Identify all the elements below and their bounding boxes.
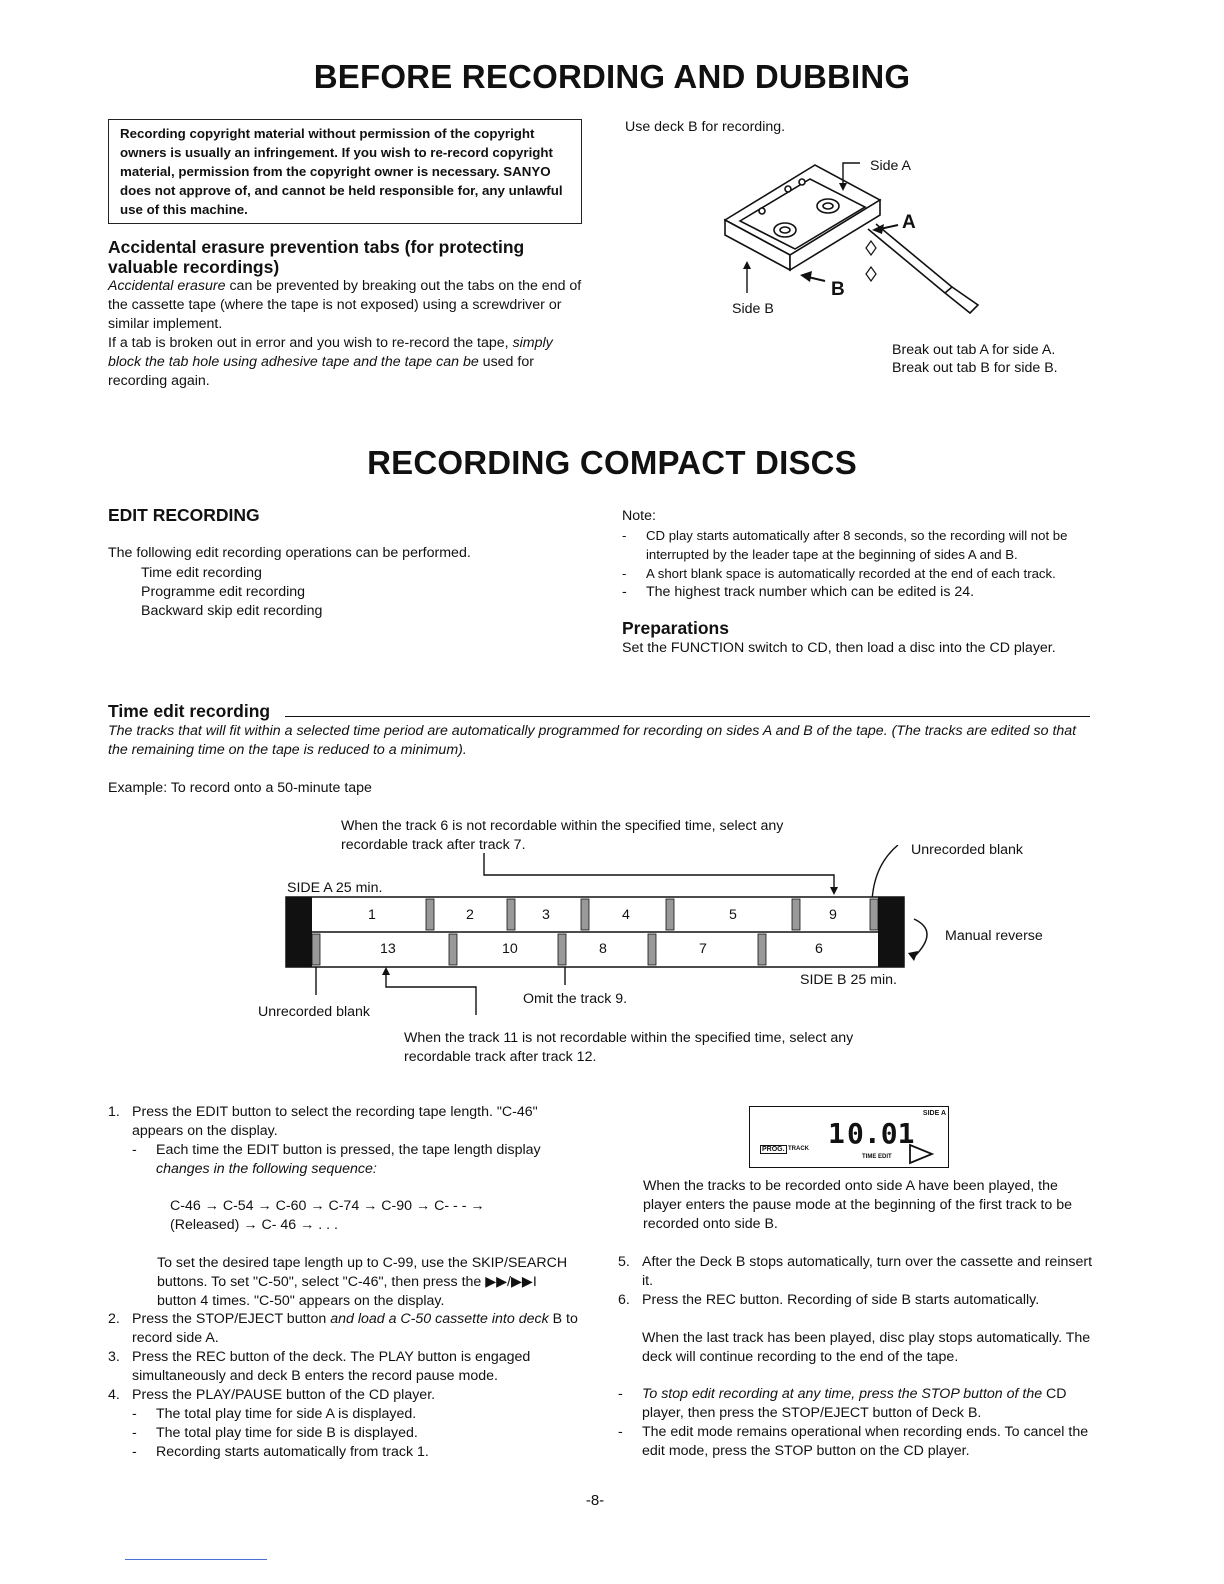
broken-tab-b — [866, 267, 876, 281]
tabs-p1-italic: Accidental erasure — [108, 278, 226, 294]
remain-note: - The edit mode remains operational when recording ends. To cancel the edit mode, press the STOP button on the CD player. — [618, 1424, 1089, 1459]
edit-item-time: Time edit recording — [141, 565, 262, 581]
unrecorded-blank-top: Unrecorded blank — [911, 842, 1023, 858]
note-item: - A short blank space is automatically recorded at the end of each track. — [622, 566, 1056, 581]
track-a-label: 5 — [729, 907, 737, 923]
step-4: 4. Press the PLAY/PAUSE button of the CD player. - The total play time for side A is displayed. - The total play time for side B is displayed. - Recording starts automatically from track 1. — [108, 1386, 582, 1462]
edit-item-backward: Backward skip edit recording — [141, 603, 323, 619]
side-a-25-label: SIDE A 25 min. — [287, 880, 383, 896]
track-a-label: 3 — [542, 907, 550, 923]
stop-note-rest: CD player, then press the STOP/EJECT button of Deck B. — [642, 1386, 1067, 1421]
page-title-before-recording: BEFORE RECORDING AND DUBBING — [313, 58, 911, 95]
connector-top-arrow — [830, 887, 838, 895]
steps-left — [108, 1103, 582, 1179]
tabs-p2-b: used for recording again. — [108, 354, 534, 389]
display-track-number: 1 — [828, 1117, 845, 1150]
note-item-text: CD play starts automatically after 8 seconds, so the recording will not be interrupted by the leader tape at the beginning of sides A and B. — [646, 528, 1068, 562]
tab-a-label: A — [902, 212, 916, 233]
screwdriver — [868, 224, 978, 313]
track-a-label: 4 — [622, 907, 630, 923]
track-b-label: 13 — [380, 941, 396, 957]
tabs-heading: Accidental erasure prevention tabs (for protecting valuable recordings) — [108, 237, 525, 277]
step-2: 2. Press the STOP/EJECT button and load a C-50 cassette into deck B to record side A. — [108, 1311, 578, 1346]
last-track-note: When the last track has been played, disc play stops automatically. The deck will continue recording to the end of the tape. — [642, 1330, 1091, 1365]
note-item-text: A short blank space is automatically recorded at the end of each track. — [646, 566, 1056, 581]
copyright-notice-text: Recording copyright material without permission of the copyright owners is usually an infringement. If you wish to re-record copyright material, permission from the copyright owner is necessary. SANYO does not approve of, and cannot be held responsible for, any unlawful use of this machine. — [120, 126, 563, 217]
track-b-label: 6 — [815, 941, 823, 957]
tab-b-label: B — [831, 279, 845, 300]
unrecorded-top-leader — [872, 845, 898, 901]
step-1-sub-b: changes in the following sequence: — [156, 1161, 377, 1177]
side-b-label: Side B — [732, 301, 774, 317]
step-4-sub-text: The total play time for side B is displayed. — [156, 1425, 418, 1441]
page-title-recording-cds: RECORDING COMPACT DISCS — [367, 444, 857, 481]
step-6-text: Press the REC button. Recording of side B starts automatically. — [642, 1292, 1040, 1308]
time-edit-desc-text: The tracks that will fit within a selected time period are automatically programmed for recording on sides A and B of the tape. (The tracks are edited so that the remaining time on the tape is reduced to a minimum). — [108, 723, 1077, 758]
caption-tab-a: Break out tab A for side A. — [892, 342, 1056, 358]
use-deck-b-note: Use deck B for recording. — [625, 119, 786, 135]
step-2-italic: and load a C-50 cassette into deck — [330, 1311, 549, 1327]
display-time: 0.01 — [847, 1117, 915, 1150]
play-icon — [908, 1143, 934, 1165]
side-b-25-label: SIDE B 25 min. — [800, 972, 897, 988]
side-b-arrowhead — [743, 261, 751, 269]
manual-reverse-arc — [914, 919, 927, 957]
step-4-sub-text: The total play time for side A is displayed. — [156, 1406, 417, 1422]
display-side-indicator: SIDE A — [922, 1110, 946, 1117]
leader-left — [286, 897, 312, 967]
display-time-edit-label: TIME EDIT — [862, 1154, 892, 1160]
track-a-label: 1 — [368, 907, 376, 923]
tabs-p2-a: If a tab is broken out in error and you wish to re-record the tape, — [108, 335, 513, 351]
step-1-sub: - Each time the EDIT button is pressed, the tape length display changes in the following sequence: — [132, 1142, 541, 1177]
tabs-p2-italic: simply block the tab hole using adhesive tape and the tape can be — [108, 335, 553, 370]
steps-left-2 — [108, 1310, 582, 1462]
step-4-sub: - The total play time for side B is displayed. — [132, 1425, 418, 1441]
tab-b-arrowhead — [800, 271, 812, 282]
connector-bottom-arrow — [382, 967, 390, 975]
example-text: Example: To record onto a 50-minute tape — [108, 780, 372, 796]
step-1-more: To set the desired tape length up to C-99, use the SKIP/SEARCH buttons. To set "C-50", select "C-46", then press the ▶▶/▶▶I button 4 times. "C-50" appears on the display. — [157, 1255, 568, 1309]
tape-length-sequence-1: C-46 → C-54 → C-60 → C-74 → C-90 → C- - - → — [170, 1198, 485, 1214]
leader-right — [878, 897, 904, 967]
display-caption: When the tracks to be recorded onto side A have been played, the player enters the pause mode at the beginning of the first track to be recorded onto side B. — [643, 1178, 1073, 1232]
edit-recording-heading: EDIT RECORDING — [108, 505, 260, 525]
step-4-sub: - Recording starts automatically from track 1. — [132, 1444, 429, 1460]
stop-note-italic: To stop edit recording at any time, press the STOP button of the — [642, 1386, 1043, 1402]
step-4-text: Press the PLAY/PAUSE button of the CD player. — [132, 1387, 436, 1403]
tabs-paragraph-2 — [108, 334, 582, 391]
note-item: - CD play starts automatically after 8 seconds, so the recording will not be interrupted by the leader tape at the beginning of sides A and B. — [622, 528, 1068, 562]
footer-rule — [125, 1559, 267, 1560]
manual-reverse-arrow — [908, 951, 918, 961]
step-3: 3. Press the REC button of the deck. The PLAY button is engaged simultaneously and deck B enters the record pause mode. — [108, 1349, 531, 1384]
page-number: -8- — [585, 1492, 605, 1509]
display-track-label: TRACK — [788, 1146, 809, 1152]
note-label: Note: — [622, 508, 656, 524]
steps-right — [618, 1253, 1094, 1310]
note-list — [622, 526, 1094, 602]
tape-length-sequence-2: (Released) → C- 46 → . . . — [170, 1217, 338, 1233]
cassette-body — [725, 165, 880, 270]
step-4-sub: - The total play time for side A is displayed. — [132, 1406, 417, 1422]
time-edit-heading: Time edit recording — [108, 701, 271, 721]
edit-recording-intro: The following edit recording operations can be performed. — [108, 545, 471, 561]
step-4-sub-text: Recording starts automatically from track 1. — [156, 1444, 429, 1460]
display-prog-indicator: PROG. — [762, 1146, 785, 1153]
copyright-notice — [108, 119, 582, 224]
step-6: 6. Press the REC button. Recording of side B starts automatically. — [618, 1292, 1040, 1308]
track-b-label: 7 — [699, 941, 707, 957]
step-5-text: After the Deck B stops automatically, turn over the cassette and reinsert it. — [642, 1254, 1093, 1289]
tabs-p1-rest: can be prevented by breaking out the tabs on the end of the cassette tape (where the tape is not exposed) using a screwdriver or similar implement. — [108, 278, 582, 332]
cd-display-panel — [749, 1106, 949, 1168]
step-2-b: B to record side A. — [132, 1311, 578, 1346]
edit-item-programme: Programme edit recording — [141, 584, 306, 600]
step-1-sub-a: Each time the EDIT button is pressed, the tape length display — [156, 1142, 541, 1158]
remain-note-text: The edit mode remains operational when recording ends. To cancel the edit mode, press the STOP button on the CD player. — [642, 1424, 1089, 1459]
manual-reverse-label: Manual reverse — [945, 928, 1043, 944]
note-item-text: The highest track number which can be edited is 24. — [646, 584, 975, 600]
note-item: - The highest track number which can be edited is 24. — [622, 584, 975, 600]
unrecorded-blank-bottom: Unrecorded blank — [258, 1004, 370, 1020]
step-3-text: Press the REC button of the deck. The PLAY button is engaged simultaneously and deck B enters the record pause mode. — [132, 1349, 531, 1384]
broken-tab-a — [866, 241, 876, 255]
step-1: 1. Press the EDIT button to select the recording tape length. "C-46" appears on the display. - Each time the EDIT button is pressed, the tape length display changes in the following sequence: — [108, 1103, 582, 1179]
connector-bottom — [386, 971, 476, 1015]
preparations-text: Set the FUNCTION switch to CD, then load a disc into the CD player. — [622, 640, 1056, 656]
step-2-a: Press the STOP/EJECT button — [132, 1311, 331, 1327]
diagram-bottom-note: When the track 11 is not recordable within the specified time, select any recordable track after track 12. — [404, 1030, 854, 1065]
track-a-label: 2 — [466, 907, 474, 923]
track-a-label: 9 — [829, 907, 837, 923]
cassette-illustration — [700, 145, 1030, 325]
step-1-text: Press the EDIT button to select the recording tape length. "C-46" appears on the display. — [132, 1104, 538, 1139]
track-b-label: 10 — [502, 941, 518, 957]
side-a-label: Side A — [870, 158, 912, 174]
preparations-heading: Preparations — [622, 618, 729, 638]
heading-rule — [285, 716, 1090, 717]
right-dash-notes — [618, 1385, 1094, 1461]
tabs-paragraph-1 — [108, 277, 582, 334]
omit-track-label: Omit the track 9. — [523, 991, 628, 1007]
connector-top — [484, 853, 834, 891]
step-5: 5. After the Deck B stops automatically, turn over the cassette and reinsert it. — [618, 1254, 1093, 1289]
track-b-label: 8 — [599, 941, 607, 957]
caption-tab-b: Break out tab B for side B. — [892, 360, 1058, 376]
stop-note: - To stop edit recording at any time, press the STOP button of the CD player, then press the STOP/EJECT button of Deck B. — [618, 1386, 1067, 1421]
time-edit-description — [108, 722, 1098, 760]
diagram-top-note: When the track 6 is not recordable within the specified time, select any recordable track after track 7. — [341, 818, 784, 853]
